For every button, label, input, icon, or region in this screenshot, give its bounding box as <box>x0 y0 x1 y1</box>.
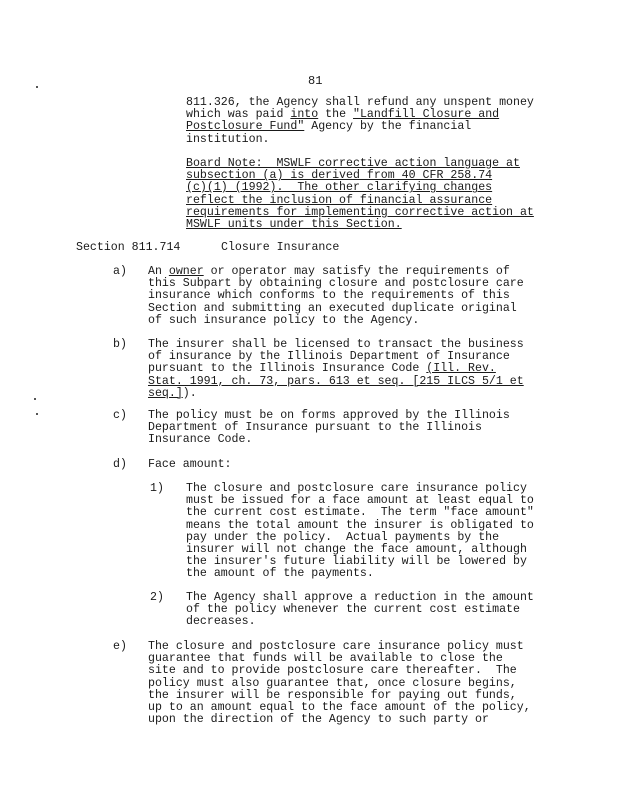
text-line: must be issued for a face amount at least equal to <box>186 494 534 508</box>
text-line: requirements for implementing corrective action at <box>186 205 534 219</box>
text-line: the <box>318 108 354 122</box>
text-line: the insurer's future liability will be lowered by <box>186 555 527 569</box>
scan-speck <box>36 413 38 415</box>
text-line: (c)(1) (1992). The other clarifying changes <box>186 181 493 195</box>
text-line: upon the direction of the Agency to such party or <box>148 713 489 727</box>
text-line: of insurance by the Illinois Department of Insurance <box>148 350 510 364</box>
text-line: The policy must be on forms approved by the Illinois <box>148 409 510 422</box>
text-line: The closure and postclosure care insurance policy must <box>148 640 524 653</box>
item-d1-text <box>186 483 534 581</box>
text-line: Agency by the financial <box>304 120 472 134</box>
item-b-text <box>148 339 524 400</box>
item-a-text <box>148 266 524 327</box>
item-c-text <box>148 410 510 447</box>
text-line: pay under the policy. Actual payments by the <box>186 530 500 544</box>
board-note <box>186 158 534 231</box>
item-d2-marker: 2) <box>150 591 164 604</box>
text-line: policy must also guarantee that, once closure begins, <box>148 676 517 690</box>
text-line: ). <box>182 386 197 400</box>
text-line: up to an amount equal to the face amount of the policy, <box>148 701 531 715</box>
text-line: insurance which conforms to the requirements of this <box>148 289 510 303</box>
text-line: insurer will not change the face amount, although <box>186 543 527 557</box>
text-line: The Agency shall approve a reduction in the amount <box>186 591 534 604</box>
text-line: the insurer will be responsible for paying out funds, <box>148 688 517 702</box>
item-e-marker: e) <box>113 640 127 653</box>
text-line: MSWLF units under this Section. <box>186 218 402 232</box>
text-line: 811.326, the Agency shall refund any unspent money <box>186 96 534 109</box>
text-line: Board Note: MSWLF corrective action language at <box>186 157 520 170</box>
item-a-marker: a) <box>113 265 127 278</box>
section-number: Section 811.714 <box>76 241 181 254</box>
text-line: means the total amount the insurer is obligated to <box>186 518 534 532</box>
text-line: guarantee that funds will be available to close the <box>148 652 503 666</box>
text-line: The insurer shall be licensed to transact the business <box>148 338 524 351</box>
text-line: Insurance Code. <box>148 433 253 447</box>
page-number: 81 <box>308 74 323 88</box>
text-line: Department of Insurance pursuant to the Illinois <box>148 421 482 435</box>
item-b-marker: b) <box>113 338 127 351</box>
text-line: subsection (a) is derived from 40 CFR 258.74 <box>186 169 493 183</box>
underlined-text: Stat. 1991, ch. 73, pars. 613 et seq. [215 ILCS 5/1 et <box>148 374 524 388</box>
text-line: reflect the inclusion of financial assurance <box>186 193 493 207</box>
underlined-text: into <box>290 108 319 122</box>
scan-speck <box>34 398 36 400</box>
text-line: The closure and postclosure care insurance policy <box>186 482 527 495</box>
underlined-text: "Landfill Closure and <box>353 108 500 122</box>
text-line: An <box>148 265 169 278</box>
underlined-text: (Ill. Rev. <box>426 362 496 376</box>
text-line: decreases. <box>186 615 256 629</box>
text-line: or operator may satisfy the requirements of <box>203 265 510 278</box>
text-line: of the policy whenever the current cost estimate <box>186 603 520 617</box>
text-line: the amount of the payments. <box>186 567 374 581</box>
text-line: which was paid <box>186 108 291 122</box>
underlined-text: seq.] <box>148 386 183 400</box>
text-line: the current cost estimate. The term "face amount" <box>186 506 534 520</box>
text-line: site and to provide postclosure care thereafter. The <box>148 664 517 678</box>
text-line: Section and submitting an executed duplicate original <box>148 301 517 315</box>
section-title: Closure Insurance <box>221 241 340 254</box>
item-c-marker: c) <box>113 409 127 422</box>
underlined-text: Postclosure Fund" <box>186 120 305 134</box>
continuation-paragraph <box>186 97 534 146</box>
underlined-text: owner <box>168 265 204 278</box>
item-d2-text <box>186 592 534 629</box>
text-line: pursuant to the Illinois Insurance Code <box>148 362 427 376</box>
text-line: of such insurance policy to the Agency. <box>148 313 420 327</box>
text-line: institution. <box>186 132 270 146</box>
scan-speck <box>36 86 38 88</box>
text-line: this Subpart by obtaining closure and postclosure care <box>148 277 524 291</box>
item-d-text: Face amount: <box>148 458 232 471</box>
item-d-marker: d) <box>113 458 127 471</box>
item-e-text <box>148 641 531 726</box>
item-d1-marker: 1) <box>150 482 164 495</box>
